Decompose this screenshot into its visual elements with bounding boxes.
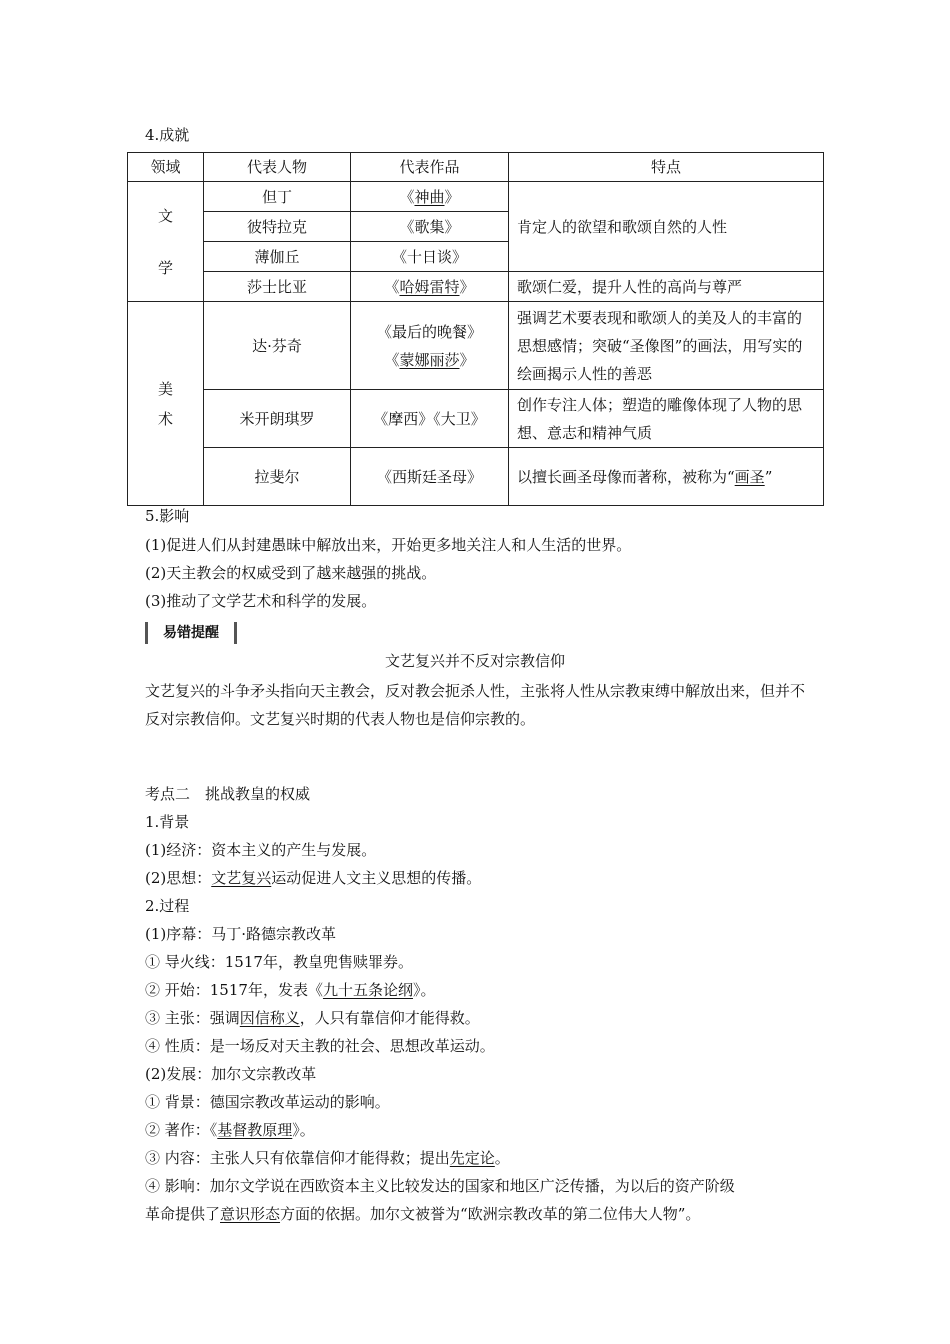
work-cell: 《十日谈》	[351, 242, 509, 272]
achievements-table	[127, 152, 824, 506]
table-row	[128, 272, 824, 302]
work-cell: 《神曲》	[351, 182, 509, 212]
person-cell: 彼特拉克	[204, 212, 351, 242]
process-item: ② 著作：《基督教原理》。	[145, 1121, 315, 1139]
field-art	[128, 302, 204, 506]
section-heading-influence: 5.影响	[145, 507, 190, 525]
feature-cell: 歌颂仁爱，提升人性的高尚与尊严	[509, 272, 824, 302]
feature-cell: 创作专注人体；塑造的雕像体现了人物的思想、意志和精神气质	[509, 390, 824, 448]
topic-heading: 考点二 挑战教皇的权威	[145, 785, 311, 803]
work-cell: 《歌集》	[351, 212, 509, 242]
process-heading: 2.过程	[145, 897, 190, 915]
background-item: (2)思想：文艺复兴运动促进人文主义思想的传播。	[145, 869, 482, 887]
background-item: (1)经济：资本主义的产生与发展。	[145, 841, 377, 859]
field-literature	[128, 182, 204, 302]
influence-item: (2)天主教会的权威受到了越来越强的挑战。	[145, 564, 437, 582]
person-cell: 但丁	[204, 182, 351, 212]
work-cell: 《摩西》《大卫》	[351, 390, 509, 448]
table-header: 领域	[128, 153, 204, 182]
process-item: ① 导火线：1517年，教皇兜售赎罪券。	[145, 953, 413, 971]
process-item: 革命提供了意识形态方面的依据。加尔文被誉为“欧洲宗教改革的第二位伟大人物”。	[145, 1205, 701, 1223]
note-title: 文艺复兴并不反对宗教信仰	[384, 652, 565, 670]
influence-item: (3)推动了文学艺术和科学的发展。	[145, 592, 377, 610]
person-cell: 薄伽丘	[204, 242, 351, 272]
process-item: ③ 内容：主张人只有依靠信仰才能得救；提出先定论。	[145, 1149, 510, 1167]
error-reminder-label: 易错提醒	[145, 622, 237, 644]
process-item: ③ 主张：强调因信称义，人只有靠信仰才能得救。	[145, 1009, 480, 1027]
table-header: 代表人物	[204, 153, 351, 182]
table-header: 代表作品	[351, 153, 509, 182]
influence-item: (1)促进人们从封建愚昧中解放出来，开始更多地关注人和人生活的世界。	[145, 536, 632, 554]
feature-cell: 强调艺术要表现和歌颂人的美及人的丰富的思想感情；突破“圣像图”的画法，用写实的绘画揭示人性的善恶	[509, 302, 824, 390]
field-char: 文	[157, 206, 173, 225]
process-item: (2)发展：加尔文宗教改革	[145, 1065, 317, 1083]
person-cell: 拉斐尔	[204, 448, 351, 506]
process-item: ① 背景：德国宗教改革运动的影响。	[145, 1093, 390, 1111]
field-char: 学	[157, 258, 173, 277]
table-row	[128, 448, 824, 506]
person-cell: 米开朗琪罗	[204, 390, 351, 448]
table-header: 特点	[509, 153, 824, 182]
table-row	[128, 302, 824, 390]
work-cell	[351, 302, 509, 390]
section-heading-achievements: 4.成就	[145, 126, 190, 144]
field-char: 美	[157, 379, 173, 398]
feature-cell: 以擅长画圣母像而著称，被称为“画圣”	[509, 448, 824, 506]
work-cell: 《西斯廷圣母》	[351, 448, 509, 506]
person-cell: 莎士比亚	[204, 272, 351, 302]
feature-cell: 肯定人的欲望和歌颂自然的人性	[509, 182, 824, 272]
table-row	[128, 182, 824, 212]
process-item: ② 开始：1517年，发表《九十五条论纲》。	[145, 981, 436, 999]
process-item: ④ 影响：加尔文学说在西欧资本主义比较发达的国家和地区广泛传播，为以后的资产阶级	[145, 1177, 735, 1195]
table-row	[128, 390, 824, 448]
person-cell: 达·芬奇	[204, 302, 351, 390]
work-title: 《蒙娜丽莎》	[384, 350, 475, 369]
work-cell: 《哈姆雷特》	[351, 272, 509, 302]
table-header-row	[128, 153, 824, 182]
process-item: ④ 性质：是一场反对天主教的社会、思想改革运动。	[145, 1037, 495, 1055]
process-item: (1)序幕：马丁·路德宗教改革	[145, 925, 337, 943]
background-heading: 1.背景	[145, 813, 190, 831]
note-body: 文艺复兴的斗争矛头指向天主教会，反对教会扼杀人性，主张将人性从宗教束缚中解放出来，但并不反对宗教信仰。文艺复兴时期的代表人物也是信仰宗教的。	[145, 682, 806, 728]
field-char: 术	[157, 409, 173, 428]
work-title: 《最后的晚餐》	[376, 322, 482, 341]
